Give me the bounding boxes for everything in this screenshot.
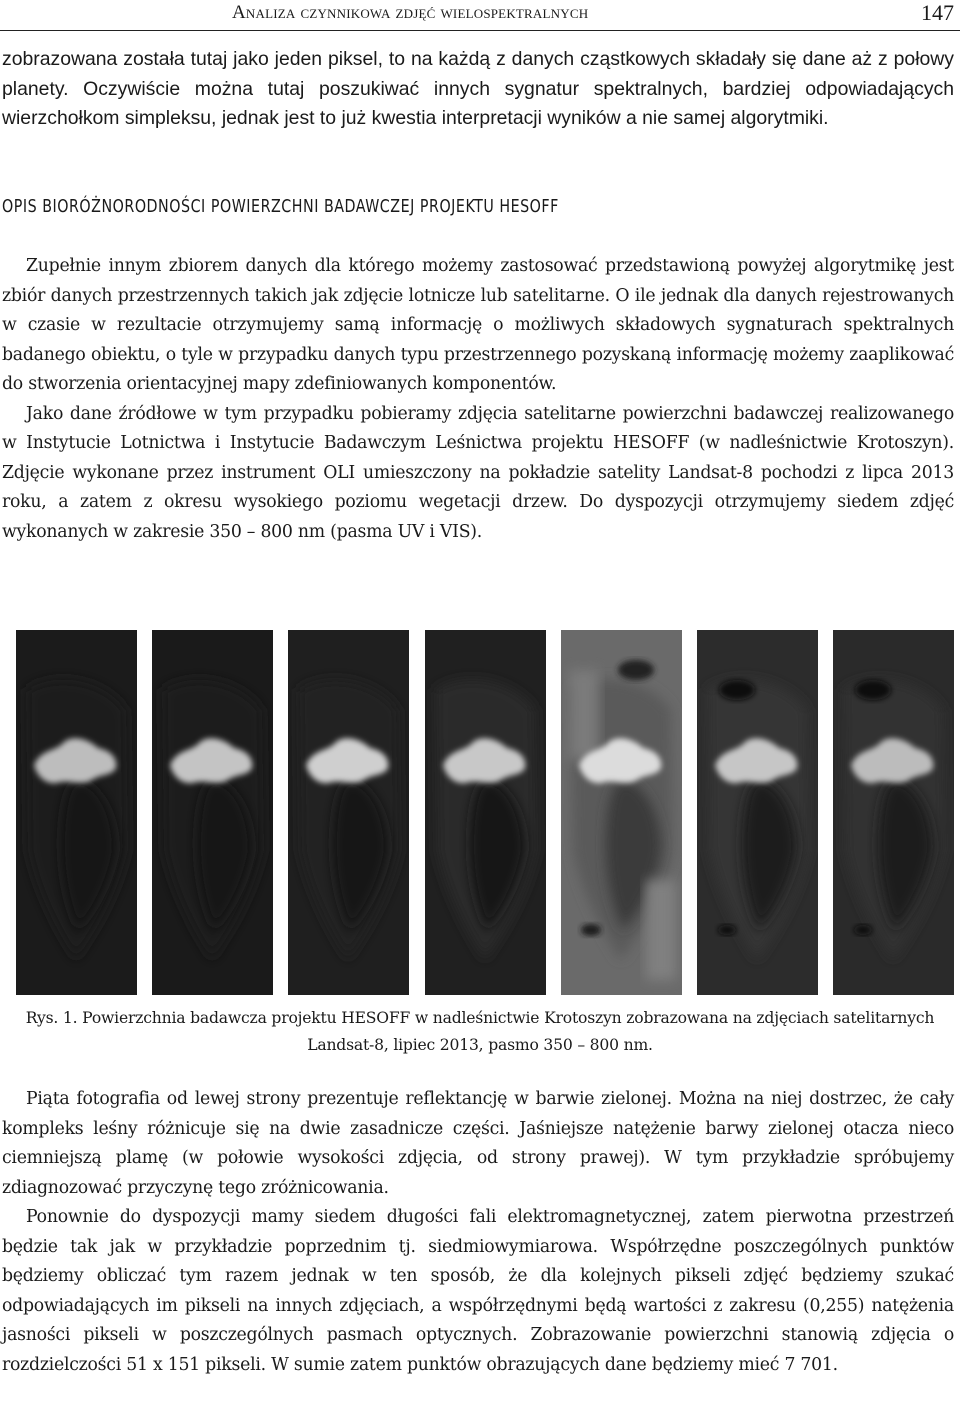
- page-number: 147: [921, 0, 954, 25]
- body-text-upper: [2, 252, 954, 547]
- body-text-lower: [2, 1085, 954, 1380]
- running-header-title: Analiza czynnikowa zdjęć wielospektralnych: [232, 2, 589, 23]
- paragraph: Piąta fotografia od lewej strony prezentuje reflektancję w barwie zielonej. Można na niej dostrzec, że cały kompleks leśny różnicuje się na dwie zasadnicze części. Jaśniejsze natężenie barwy zielonej otacza nieco ciemniejszą plamę (w połowie wysokości zdjęcia, od strony prawej). W tym przykładzie spróbujemy zdiagnozować przyczynę tego zróżnicowania.: [2, 1089, 954, 1198]
- satellite-band-image: [697, 630, 818, 995]
- paragraph: Jako dane źródłowe w tym przypadku pobieramy zdjęcia satelitarne powierzchni badawczej realizowanego w Instytucie Lotnictwa i Instytucie Badawczym Leśnictwa projektu HESOFF (w nadleśnictwie Krotoszyn). Zdjęcie wykonane przez instrument OLI umieszczony na pokładzie satelity Landsat-8 pochodzi z lipca 2013 roku, a zatem z okresu wysokiego poziomu wegetacji drzew. Do dyspozycji otrzymujemy siedem zdjęć wykonanych w zakresie 350 – 800 nm (pasma UV i VIS).: [2, 403, 954, 542]
- paragraph: Zupełnie innym zbiorem danych dla którego możemy zastosować przedstawioną powyżej algorytmikę jest zbiór danych przestrzennych takich jak zdjęcie lotnicze lub satelitarne. O ile jednak dla danych rejestrowanych w czasie w rezultacie otrzymujemy samą informację o możliwych składowych sygnaturach spektralnych badanego obiektu, o tyle w przypadku danych typu przestrzennego pozyskaną informację możemy zaaplikować do stworzenia orientacyjnej mapy zdefiniowanych komponentów.: [2, 256, 954, 394]
- satellite-band-image: [152, 630, 273, 995]
- intro-paragraph: zobrazowana została tutaj jako jeden piksel, to na każdą z danych cząstkowych składały się dane aż z połowy planety. Oczywiście można tutaj poszukiwać innych sygnatur spektralnych, bardziej odpowiadających wierzchołkom simpleksu, jednak jest to już kwestia interpretacji wyników a nie samej algorytmiki.: [2, 48, 954, 129]
- figure-label: Rys. 1.: [25, 1009, 78, 1027]
- satellite-image-strip: [16, 630, 956, 995]
- satellite-band-image: [16, 630, 137, 995]
- satellite-band-image: [561, 630, 682, 995]
- figure-caption-text: Powierzchnia badawcza projektu HESOFF w nadleśnictwie Krotoszyn zobrazowana na zdjęciach satelitarnych Landsat-8, lipiec 2013, pasmo 350 – 800 nm.: [82, 1009, 935, 1054]
- section-heading: OPIS BIORÓŻNORODNOŚCI POWIERZCHNI BADAWCZEJ PROJEKTU HESOFF: [2, 196, 559, 217]
- running-header: [0, 0, 960, 31]
- intro-text: [2, 45, 954, 134]
- satellite-band-image: [288, 630, 409, 995]
- paragraph: Ponownie do dyspozycji mamy siedem długości fali elektromagnetycznej, zatem pierwotna przestrzeń będzie tak jak w przykładzie poprzednim tj. siedmiowymiarowa. Współrzędne poszczególnych punktów będziemy obliczać tym razem jednak w ten sposób, że dla kolejnych pikseli zdjęć będziemy szukać odpowiadających im pikseli na innych zdjęciach, a współrzędnymi będą wartości z zakresu (0,255) natężenia jasności pikseli w poszczególnych pasmach optycznych. Zobrazowanie powierzchni stanowią zdjęcia o rozdzielczości 51 x 151 pikseli. W sumie zatem punktów obrazujących dane będziemy mieć 7 701.: [2, 1207, 954, 1375]
- figure-caption: [0, 1005, 960, 1059]
- satellite-band-image: [425, 630, 546, 995]
- satellite-band-image: [833, 630, 954, 995]
